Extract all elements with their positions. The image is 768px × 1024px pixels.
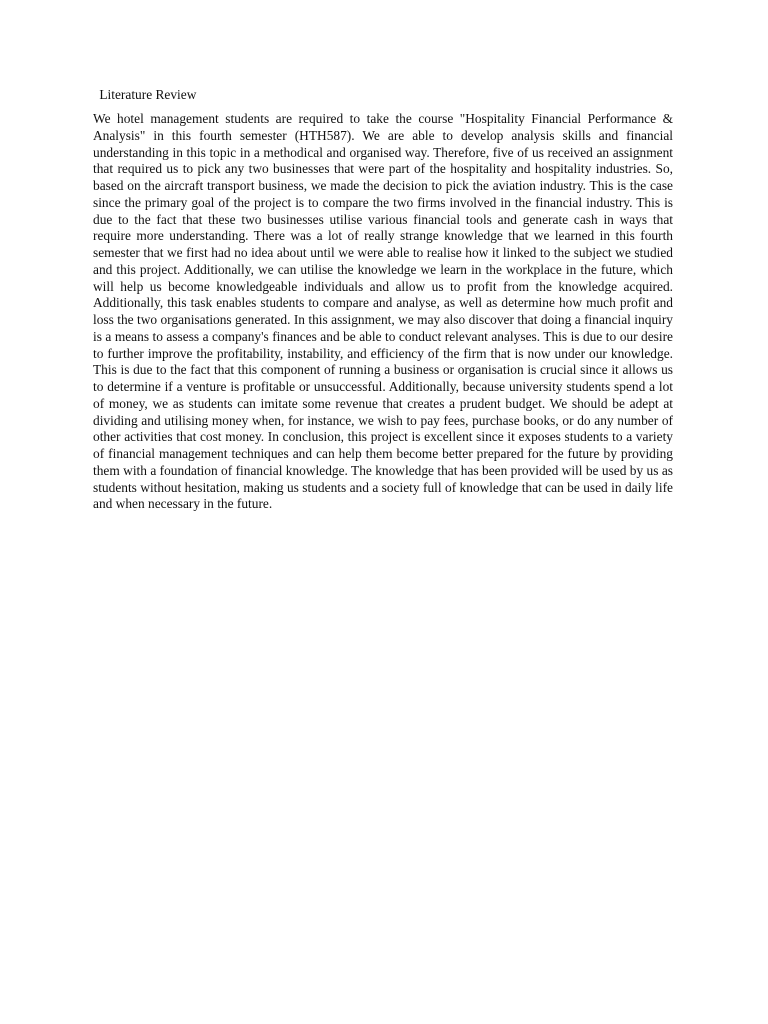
- body-paragraph: We hotel management students are required to take the course "Hospitality Financial Performance & Analysis" in this fourth semester (HTH587). We are able to develop analysis skills and financial understanding in this topic in a methodical and organised way. Therefore, five of us received an assignment that required us to pick any two businesses that were part of the hospitality and hospitality industries. So, based on the aircraft transport business, we made the decision to pick the aviation industry. This is the case since the primary goal of the project is to compare the two firms involved in the financial industry. This is due to the fact that these two businesses utilise various financial tools and generate cash in ways that require more understanding. There was a lot of really strange knowledge that we learned in this fourth semester that we first had no idea about until we were able to realise how it linked to the subject we studied and this project. Additionally, we can utilise the knowledge we learn in the workplace in the future, which will help us become knowledgeable individuals and allow us to profit from the knowledge acquired. Additionally, this task enables students to compare and analyse, as well as determine how much profit and loss the two organisations generated. In this assignment, we may also discover that doing a financial inquiry is a means to assess a company's finances and be able to conduct relevant analyses. This is due to our desire to further improve the profitability, instability, and efficiency of the firm that is now under our knowledge. This is due to the fact that this component of running a business or organisation is crucial since it allows us to determine if a venture is profitable or unsuccessful. Additionally, because university students spend a lot of money, we as students can imitate some revenue that creates a prudent budget. We should be adept at dividing and utilising money when, for instance, we wish to pay fees, purchase books, or do any number of other activities that cost money. In conclusion, this project is excellent since it exposes students to a variety of financial management techniques and can help them become better prepared for the future by providing them with a foundation of financial knowledge. The knowledge that has been provided will be used by us as students without hesitation, making us students and a society full of knowledge that can be used in daily life and when necessary in the future.: [93, 111, 673, 512]
- section-heading: Literature Review: [96, 87, 197, 102]
